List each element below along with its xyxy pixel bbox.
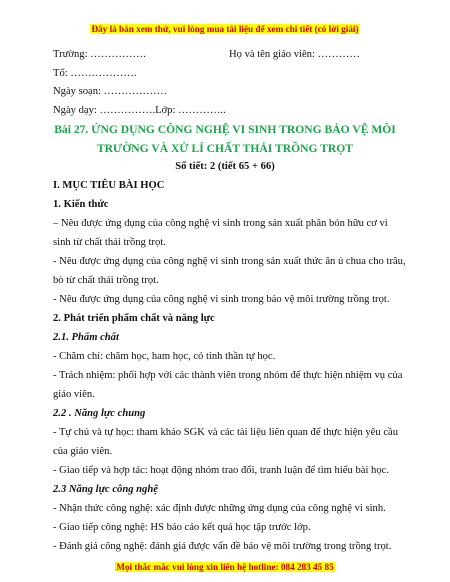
quality-item-2-cont: giáo viên. [53, 389, 95, 401]
lesson-title-line2: TRƯỜNG VÀ XỬ LÍ CHẤT THẢI TRỒNG TRỌT [96, 142, 354, 156]
lesson-periods: Số tiết: 2 (tiết 65 + 66) [175, 161, 275, 173]
tech-item-2: - Giao tiếp công nghệ: HS báo cáo kết quả học tập trước lớp. [53, 522, 311, 534]
preview-notice-banner [0, 23, 450, 36]
school-field: Trường: ……………. [53, 49, 146, 60]
hotline-banner [0, 561, 450, 574]
knowledge-item-1-cont: sinh từ chất thải trồng trọt. [53, 237, 166, 249]
quality-item-1: - Chăm chỉ: chăm học, ham học, có tinh thần tự học. [53, 351, 276, 363]
general-item-1-cont: của giáo viên. [53, 446, 113, 458]
lesson-title-line1: Bài 27. ỨNG DỤNG CÔNG NGHỆ VI SINH TRONG BẢO VỆ MÔI [54, 123, 396, 137]
tech-competence-heading: 2.3 Năng lực công nghệ [53, 484, 158, 496]
tech-item-3: - Đánh giá công nghệ: đánh giá được vấn đề bảo vệ môi trường trong trồng trọt. [53, 541, 392, 553]
hotline-text: Mọi thắc mắc vui lòng xin liên hệ hotline: 084 283 45 85 [116, 562, 334, 572]
knowledge-item-1: – Nêu được ứng dụng của công nghệ vi sinh trong sản xuất phân bón hữu cơ vi [53, 218, 388, 230]
prep-date-field: Ngày soạn: ……………… [53, 86, 168, 98]
preview-notice-text: Đây là bản xem thử, vui lòng mua tài liệu để xem chi tiết (có lời giải) [91, 24, 359, 34]
tech-item-1: - Nhận thức công nghệ: xác định được những ứng dụng của công nghệ vi sinh. [53, 503, 386, 515]
teacher-name-field: Họ và tên giáo viên: ………… [229, 49, 360, 60]
development-heading: 2. Phát triển phẩm chất và năng lực [53, 313, 215, 325]
group-field: Tổ: ………………. [53, 67, 137, 79]
general-item-1: - Tự chủ và tự học: tham khảo SGK và các tài liệu liên quan để thực hiện yêu cầu [53, 427, 399, 439]
knowledge-item-3: - Nêu được ứng dụng của công nghệ vi sinh trong bảo vệ môi trường trồng trọt. [53, 294, 390, 306]
general-competence-heading: 2.2 . Năng lực chung [53, 408, 146, 420]
quality-item-2: - Trách nhiệm: phối hợp với các thành viên trong nhóm để thực hiện nhiệm vụ của [53, 370, 403, 382]
general-item-2: - Giao tiếp và hợp tác: hoạt động nhóm trao đổi, tranh luận để tìm hiểu bài học. [53, 465, 389, 477]
knowledge-heading: 1. Kiến thức [53, 199, 109, 211]
knowledge-item-2: - Nêu được ứng dụng của công nghệ vi sinh trong sản xuất thức ăn ủ chua cho trâu, [53, 256, 406, 268]
qualities-heading: 2.1. Phẩm chất [53, 332, 119, 344]
knowledge-item-2-cont: bò từ chất thải trồng trọt. [53, 275, 159, 287]
teach-date-class-field: Ngày dạy: …………….Lớp: ………….. [53, 104, 226, 116]
section-objectives-heading: I. MỤC TIÊU BÀI HỌC [53, 180, 165, 192]
